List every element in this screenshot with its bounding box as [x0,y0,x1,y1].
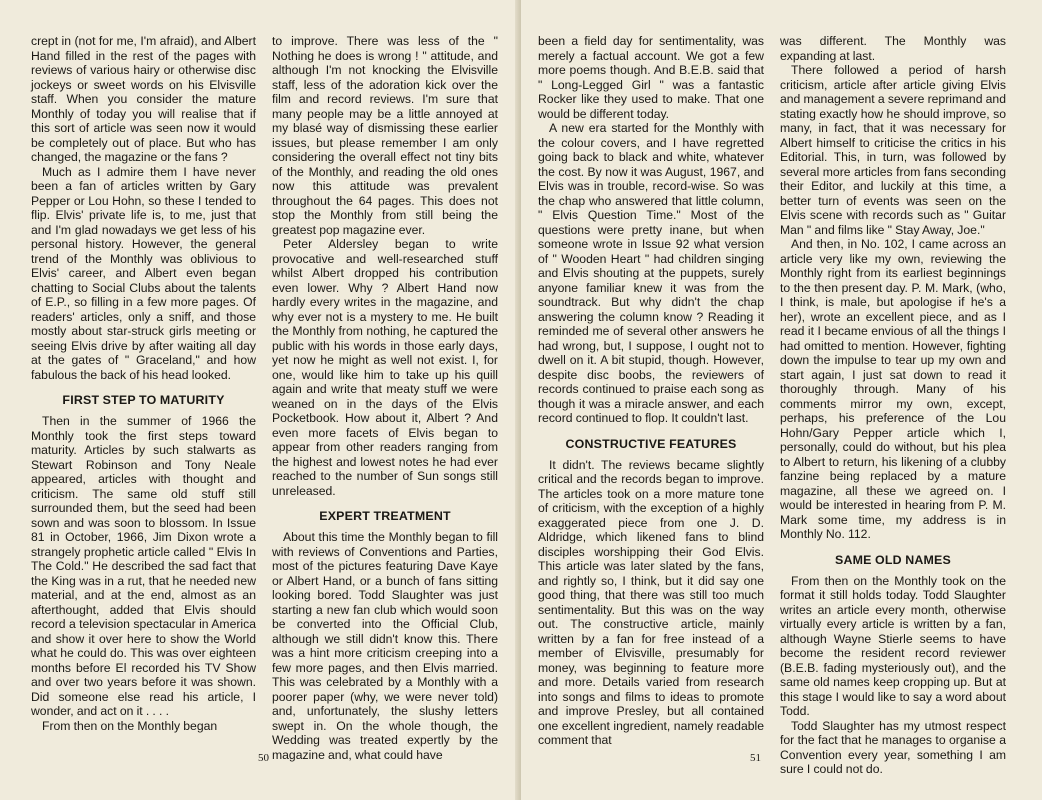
paragraph: Peter Aldersley began to write provocative and well-researched stuff whilst Albert dropped his contribution even lower. Why ? Albert Hand now hardly every writes in the magazine, and why ever not is a mystery to me. He built the Monthly from nothing, he captured the public with his words in those early days, yet now he might as well not exist. I, for one, would like him to take up his quill again and write that meaty stuff we were weaned on in the days of the Elvis Pocketbook. How about it, Albert ? And even more facets of Elvis began to appear from other readers ranging from the highest and lowest notes he had ever reached to the number of Sun songs still unreleased. [272,237,498,498]
section-heading: EXPERT TREATMENT [319,509,451,523]
paragraph: been a field day for sentimentality, was merely a factual account. We got a few more poems though. And B.E.B. said that " Long-Legged Girl " was a fantastic Rocker like they used to make. That one would be different today. [538,34,764,121]
section-heading: SAME OLD NAMES [835,552,951,567]
page-number-left: 50 [258,752,269,764]
paragraph: Then in the summer of 1966 the Monthly took the first steps toward maturity. Articles by such stalwarts as Stewart Robinson and Tony Neale appeared, articles with thought and criticism. The same old stuff still surrounded them, but the seed had been sown and was soon to blossom. In Issue 81 in October, 1966, Jim Dixon wrote a strangely prophetic article called " Elvis In The Cold." He described the sad fact that the King was in a rut, that he needed new material, and at the end, almost as an afterthought, added that Elvis should record a television spectacular in America and show it over here to show the World what he could do. This was over eighteen months before El recorded his TV Show and over two years before it was shown. Did someone else read his article, I wonder, and act on it . . . . [31,414,256,718]
paragraph: And then, in No. 102, I came across an article very like my own, reviewing the Monthly right from its earliest beginnings to the then present day. P. M. Mark, (who, I think, is male, but apologise if he's a her), wrote an excellent piece, and as I read it I became envious of all the things I had omitted to mention. However, fighting down the impulse to tear up my own and start again, I just sat down to read it thoroughly through. Many of his comments mirror my own, except, perhaps, his preference of the Lou Hohn/Gary Pepper article which I, personally, could do without, but his plea to Albert to return, his likening of a clubby fanzine being replaced by a mature magazine, all these we agreed on. I would be interested in hearing from P. M. Mark some time, my address is in Monthly No. 112. [780,237,1006,541]
paragraph: From then on the Monthly began [42,718,218,733]
left-page-column-2 [272,34,498,762]
paragraph: crept in (not for me, I'm afraid), and Albert Hand filled in the rest of the pages with reviews of various hairy or otherwise disc jockeys or sweet words on his Elvisville staff. When you consider the mature Monthly of today you will realise that if this sort of article was seen now it would be completely out of place. But who has changed, the magazine or the fans ? [31,34,256,164]
paragraph: From then on the Monthly took on the format it still holds today. Todd Slaughter writes an article every month, otherwise virtually every article is written by a fan, although Wayne Stierle seems to have become the resident record reviewer (B.E.B. fading mysteriously out), and the same old names keep cropping up. But at this stage I would like to say a word about Todd. [780,573,1006,718]
section-heading: CONSTRUCTIVE FEATURES [565,436,737,451]
paragraph: to improve. There was less of the " Nothing he does is wrong ! " attitude, and although I'm not knocking the Elvisville staff, less of the adoration kick over the film and record reviews. I'm sure that many people may be a little annoyed at my blasé way of dismissing these earlier issues, but please remember I am only considering the overall effect not tiny bits of the Monthly, and reading the old ones now this attitude was prevalent throughout the 64 pages. This does not stop the Monthly from still being the greatest pop magazine ever. [272,34,498,237]
right-page-column-2 [780,34,1006,777]
paragraph: was different. The Monthly was expanding at last. [780,34,1006,63]
paragraph: There followed a period of harsh criticism, article after article giving Elvis and management a severe reprimand and stating exactly how he should improve, so many, in fact, that it was necessary for Albert himself to criticise the critics in his Editorial. This, in turn, was followed by several more articles from fans seconding their Editor, and luckily at this time, a better turn of events was seen on the Elvis scene with records such as " Guitar Man " and films like " Stay Away, Joe." [780,63,1006,237]
page-number-right: 51 [750,752,761,764]
paragraph: Much as I admire them I have never been a fan of articles written by Gary Pepper or Lou Hohn, so these I tended to flip. Elvis' private life is, to me, just that and I'm glad nowadays we get less of his personal history. However, the general trend of the Monthly was oblivious to Elvis' career, and Albert even began chatting to Social Clubs about the talents of E.P., so filling in a few more pages. Of readers' articles, only a sniff, and those mostly about star-struck girls meeting or seeing Elvis drive by after waiting all day at the gates of " Graceland," and how fabulous the back of his head looked. [31,164,256,382]
left-page-column-1 [31,34,256,733]
paragraph: About this time the Monthly began to fill with reviews of Conventions and Parties, most of the pictures featuring Dave Kaye or Albert Hand, or a bunch of fans sitting looking bored. Todd Slaughter was just starting a new fan club which would soon be converted into the Official Club, although we still didn't know this. There was a hint more criticism creeping into a few more pages, and then Elvis married. This was celebrated by a Monthly with a poorer paper (why, we were never told) and, unfortunately, the slushy letters swept in. On the whole though, the Wedding was treated expertly by the magazine and, what could have [272,530,498,762]
paragraph: A new era started for the Monthly with the colour covers, and I have regretted going back to black and white, whatever the cost. By now it was August, 1967, and Elvis was in trouble, record-wise. So was the chap who answered that little column, " Elvis Question Time." Most of the questions were pretty inane, but when someone wrote in Issue 92 what version of " Wooden Heart " had children singing and Elvis shouting at the puppets, surely anyone familiar knew it was from the soundtrack. But why didn't the chap answering the column know ? Reading it reminded me of several other answers he had wrong, but, I suppose, I ought not to dwell on it. A bit stupid, though. However, despite disc boobs, the reviewers of records continued to praise each song as though it was a miracle answer, and each record continued to flop. It couldn't last. [538,121,764,425]
paragraph: Todd Slaughter has my utmost respect for the fact that he manages to organise a Convention every year, something I am sure I could not do. [780,718,1006,776]
paragraph: It didn't. The reviews became slightly critical and the records began to improve. The articles took on a more mature tone of criticism, with the exception of a highly exaggerated piece from one J. D. Aldridge, which likened fans to blind disciples worshipping their God Elvis. This article was later slated by the fans, and rightly so, I think, but it did say one good thing, that there was still too much sentimentality. But this was on the way out. The constructive article, mainly written by a fan for free instead of a member of Elvisville, presumably for money, was beginning to feature more and more. Details varied from research into songs and films to ideas to promote and improve Presley, but all contained one excellent ingredient, namely readable comment that [538,457,764,747]
right-page-column-1 [538,34,764,748]
section-heading: FIRST STEP TO MATURITY [62,393,225,407]
